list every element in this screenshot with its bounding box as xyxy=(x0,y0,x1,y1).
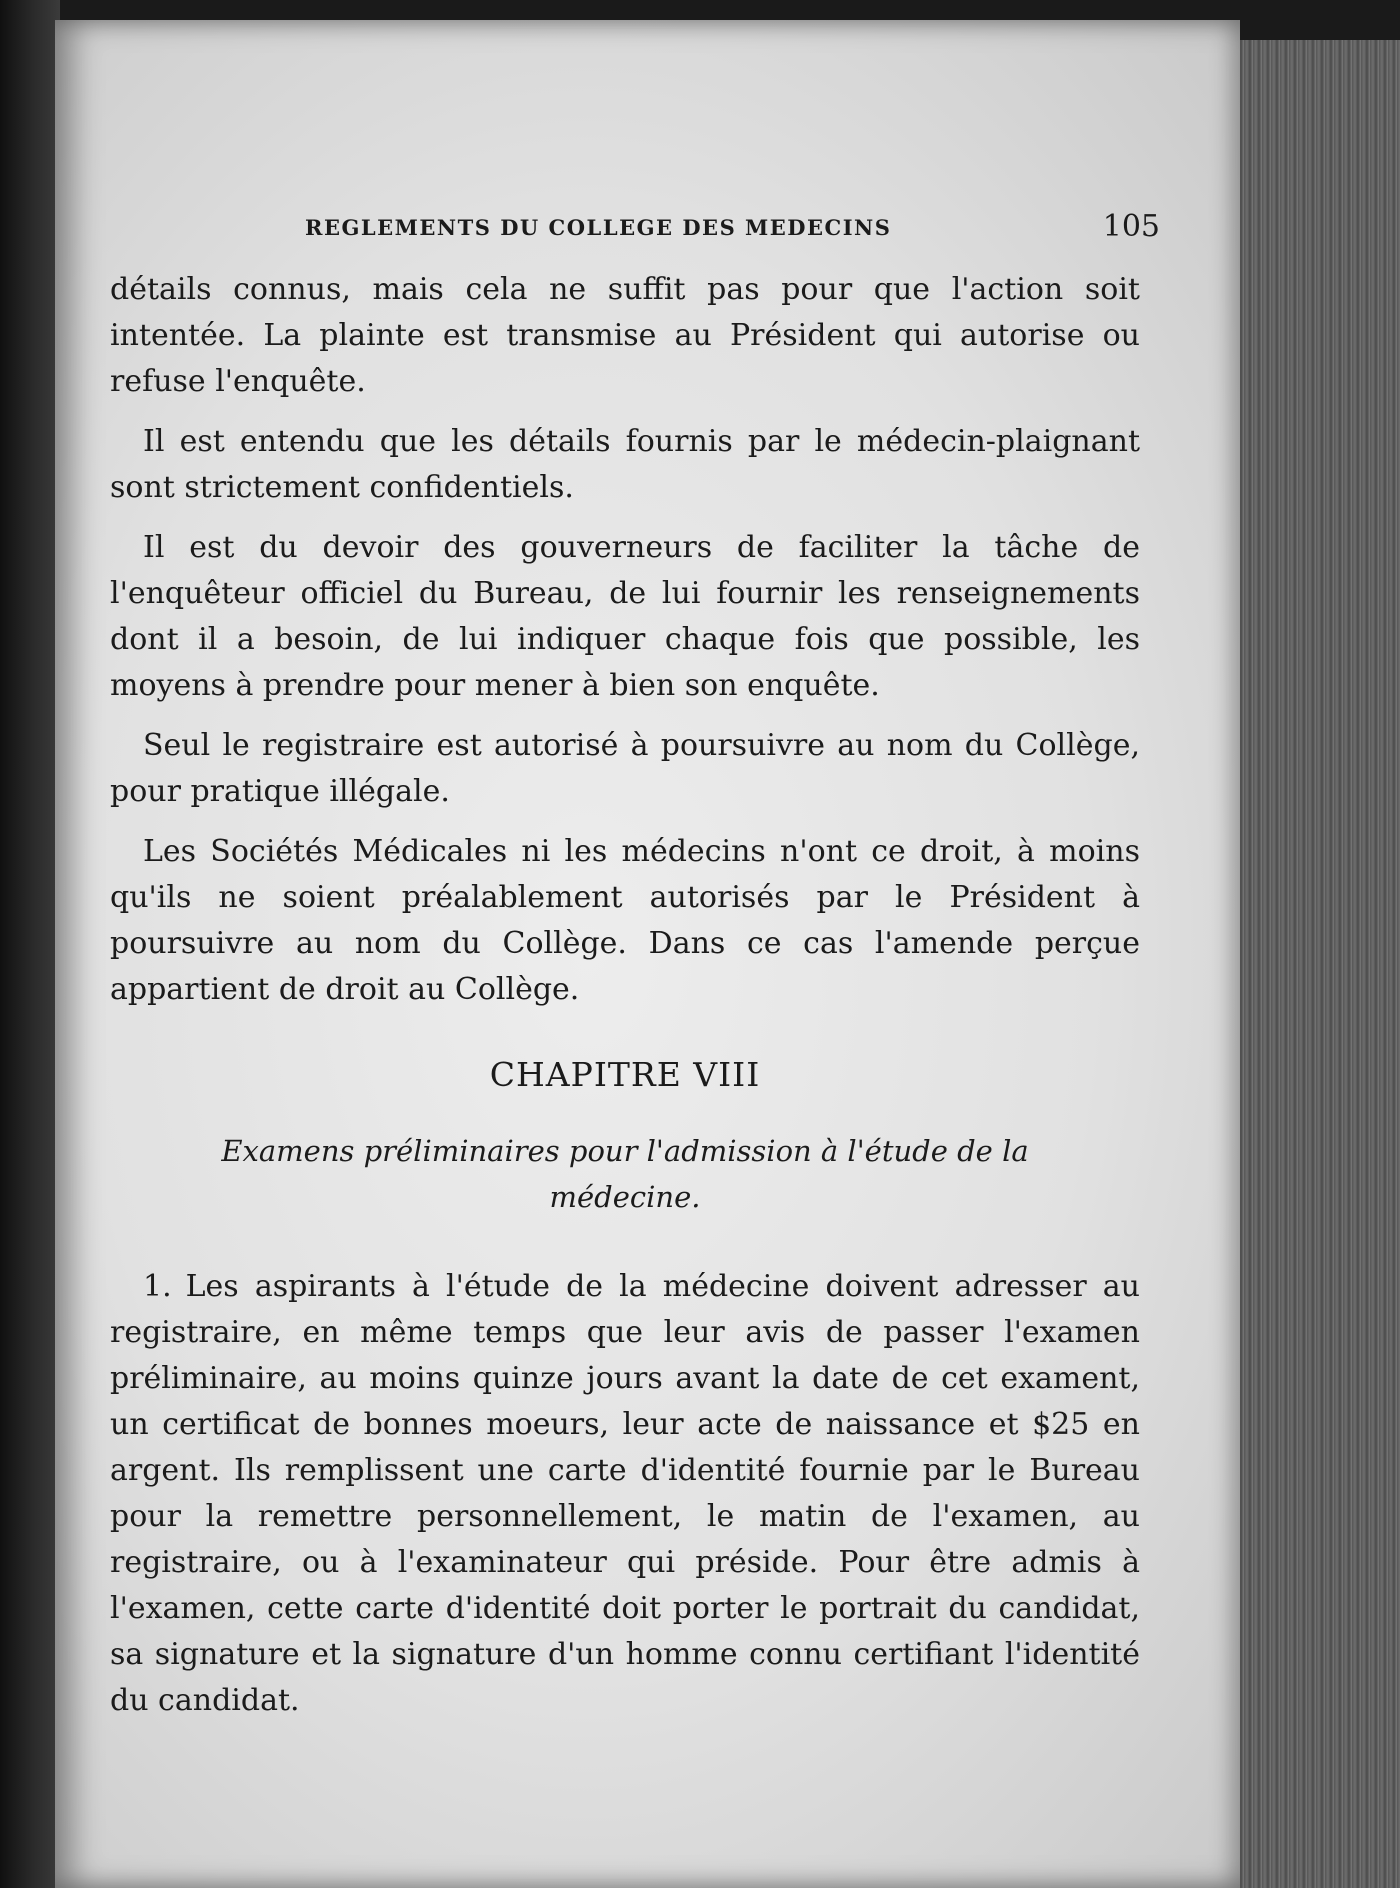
paragraph-2: Il est entendu que les détails fournis par le médecin-plaignant sont strictement confidentiels. xyxy=(110,424,1140,505)
page-edges-stack xyxy=(1232,40,1400,1888)
paragraph-4: Seul le registraire est autorisé à poursuivre au nom du Collège, pour pratique illégale. xyxy=(110,728,1140,809)
page-text-block xyxy=(110,209,1160,1738)
chapter-title: CHAPITRE VIII xyxy=(489,1055,761,1094)
paragraph-5: Les Sociétés Médicales ni les médecins n'ont ce droit, à moins qu'ils ne soient préalablement autorisés par le Président à poursuivre au nom du Collège. Dans ce cas l'amende perçue appartient de droit au Collège. xyxy=(110,834,1140,1007)
paragraph-3: Il est du devoir des gouverneurs de faciliter la tâche de l'enquêteur officiel du Bureau, de lui fournir les renseignements dont il a besoin, de lui indiquer chaque fois que possible, les moyens à prendre pour mener à bien son enquête. xyxy=(110,530,1140,703)
chapter-subtitle: Examens préliminaires pour l'admission à l'étude de la médecine. xyxy=(221,1134,1029,1214)
article-1-text: Les aspirants à l'étude de la médecine doivent adresser au registraire, en même temps que leur avis de passer l'examen préliminaire, au moins quinze jours avant la date de cet exament, un certificat de bonnes moeurs, leur acte de naissance et $25 en argent. Ils remplissent une carte d'identité fournie par le Bureau pour la remettre personnellement, le matin de l'examen, au registraire, ou à l'examinateur qui préside. Pour être admis à l'examen, cette carte d'identité doit porter le portrait du candidat, sa signature et la signature d'un homme connu certifiant l'identité du candidat. xyxy=(110,1269,1140,1718)
book-page xyxy=(55,20,1240,1888)
running-head-title: REGLEMENTS DU COLLEGE DES MEDECINS xyxy=(305,215,892,240)
page-number: 105 xyxy=(1102,209,1160,244)
binding-shadow xyxy=(0,0,60,1888)
article-1 xyxy=(110,1264,1140,1724)
article-1-number: 1. xyxy=(143,1269,172,1304)
paragraph-1: détails connus, mais cela ne suffit pas pour que l'action soit intentée. La plainte est transmise au Président qui autorise ou refuse l'enquête. xyxy=(110,272,1140,399)
running-head xyxy=(110,209,1160,255)
